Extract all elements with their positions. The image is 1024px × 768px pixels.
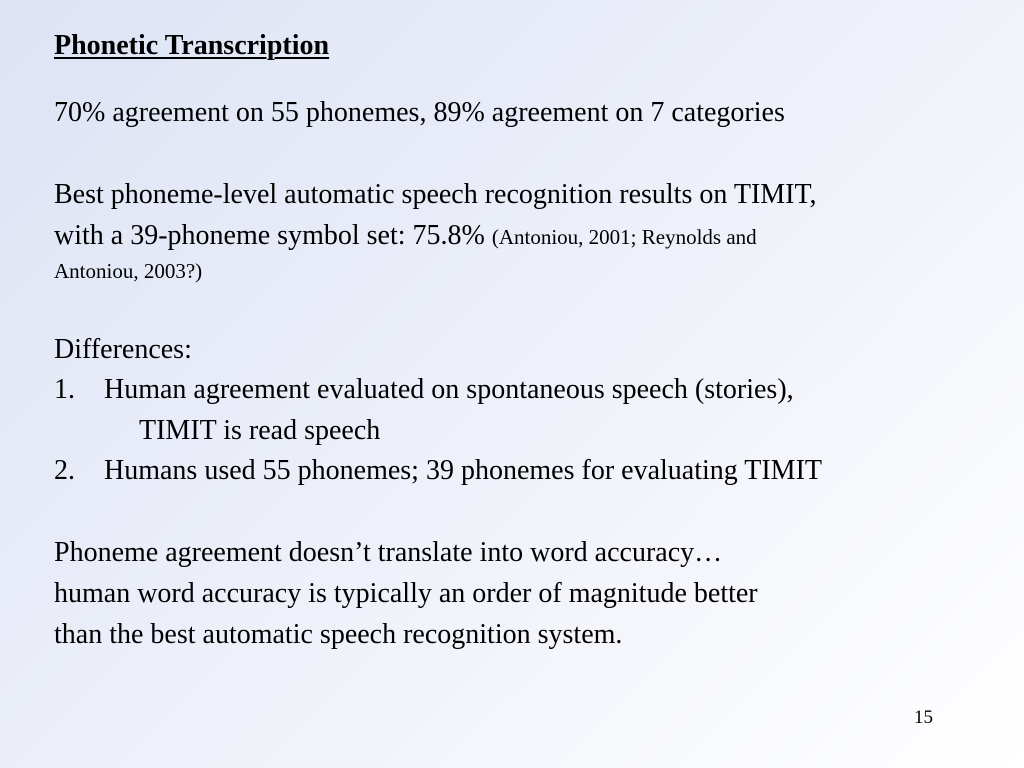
conclusion-line-1: Phoneme agreement doesn’t translate into word accuracy…	[54, 537, 723, 568]
list-item	[54, 373, 794, 407]
citation: (Antoniou, 2001; Reynolds and	[491, 225, 757, 249]
asr-result-text: with a 39-phoneme symbol set: 75.8%	[54, 220, 485, 251]
conclusion-line-3: than the best automatic speech recognition system.	[54, 619, 623, 650]
agreement-statement: 70% agreement on 55 phonemes, 89% agreement on 7 categories	[54, 97, 785, 128]
list-item	[54, 454, 822, 488]
page-number: 15	[914, 707, 933, 728]
slide-title: Phonetic Transcription	[54, 30, 330, 61]
list-item-text: Human agreement evaluated on spontaneous speech (stories),	[104, 374, 794, 405]
list-item-number: 2.	[54, 455, 75, 486]
asr-result-line-1: Best phoneme-level automatic speech recognition results on TIMIT,	[54, 179, 817, 210]
list-item-number: 1.	[54, 374, 75, 405]
differences-heading: Differences:	[54, 334, 192, 365]
citation-continued: Antoniou, 2003?)	[54, 259, 203, 283]
list-item-text: Humans used 55 phonemes; 39 phonemes for evaluating TIMIT	[104, 455, 823, 486]
conclusion-line-2: human word accuracy is typically an order of magnitude better	[54, 578, 758, 609]
asr-result-line-2	[54, 219, 757, 254]
list-item-continuation: TIMIT is read speech	[139, 415, 381, 446]
